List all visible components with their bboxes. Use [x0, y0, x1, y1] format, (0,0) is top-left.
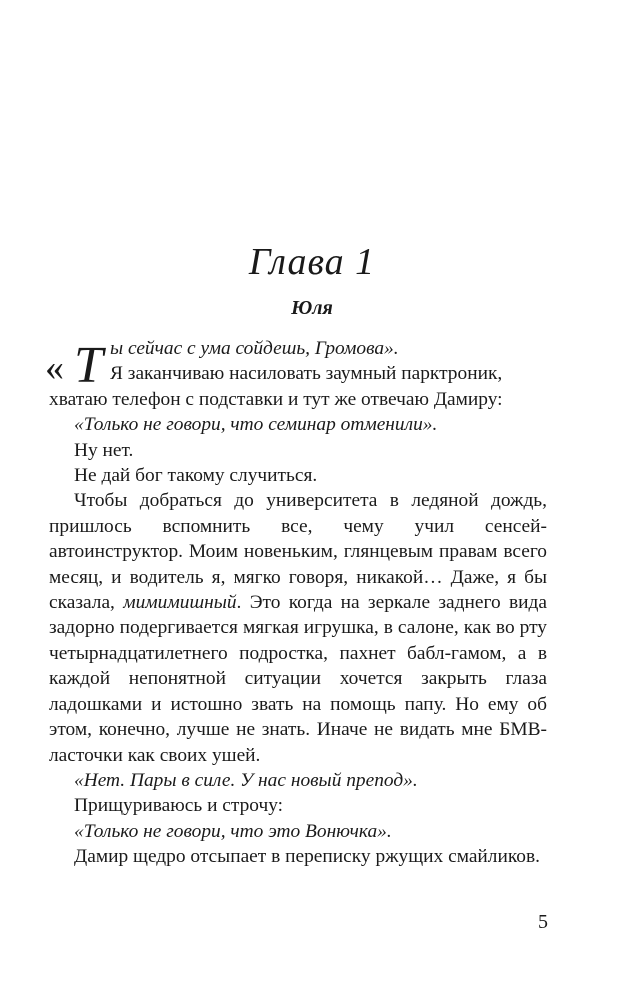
paragraph-3: Не дай бог такому случиться. — [74, 465, 318, 487]
page-number: 5 — [538, 911, 548, 933]
body-text — [45, 336, 547, 870]
paragraph-6: Прищуриваюсь и строчу: — [74, 795, 284, 817]
drop-cap-letter: Т — [74, 337, 103, 394]
lead-line-2: Я заканчиваю насиловать заумный парктроник, — [110, 363, 503, 385]
lead-line-1: ы сейчас с ума сойдешь, Громова». — [110, 338, 399, 359]
lead-paragraph — [45, 336, 547, 412]
lead-rest: хватаю телефон с подставки и тут же отвечаю Дамиру: — [49, 388, 503, 410]
paragraph-4-part-b: . Это когда на зеркале заднего вида задорно подергивается мягкая игрушка, в салоне, как во рту четырнадцатилетнего подростка, пахнет бабл-гамом, а в каждой непонятной ситуации хочется закрыть глаза ладошками и истошно звать на помощь папу. Но ему об этом, конечно, лучше не знать. Иначе не видать мне БМВ-ласточки как своих ушей. — [49, 592, 547, 766]
paragraph-1: «Только не говори, что семинар отменили». — [74, 414, 438, 436]
paragraph-7: «Только не говори, что это Вонючка». — [74, 820, 392, 842]
chapter-subtitle: Юля — [291, 297, 333, 319]
paragraph-5: «Нет. Пары в силе. У нас новый препод». — [74, 769, 418, 791]
paragraph-2: Ну нет. — [74, 439, 134, 461]
paragraph-8: Дамир щедро отсыпает в переписку ржущих смайликов. — [74, 846, 540, 868]
paragraph-4 — [49, 488, 547, 767]
paragraph-4-italic-word: мимимишный — [123, 592, 237, 614]
chapter-title: Глава 1 — [248, 241, 376, 283]
drop-quote-mark: « — [45, 347, 64, 389]
paragraph-4-part-a: Чтобы добраться до университета в ледяной дождь, пришлось вспомнить все, чему учил сенсей-автоинструктор. Моим новеньким, глянцевым правам всего месяц, и водитель я, мягко говоря, никакой… Даже, я бы сказала, — [49, 490, 547, 614]
